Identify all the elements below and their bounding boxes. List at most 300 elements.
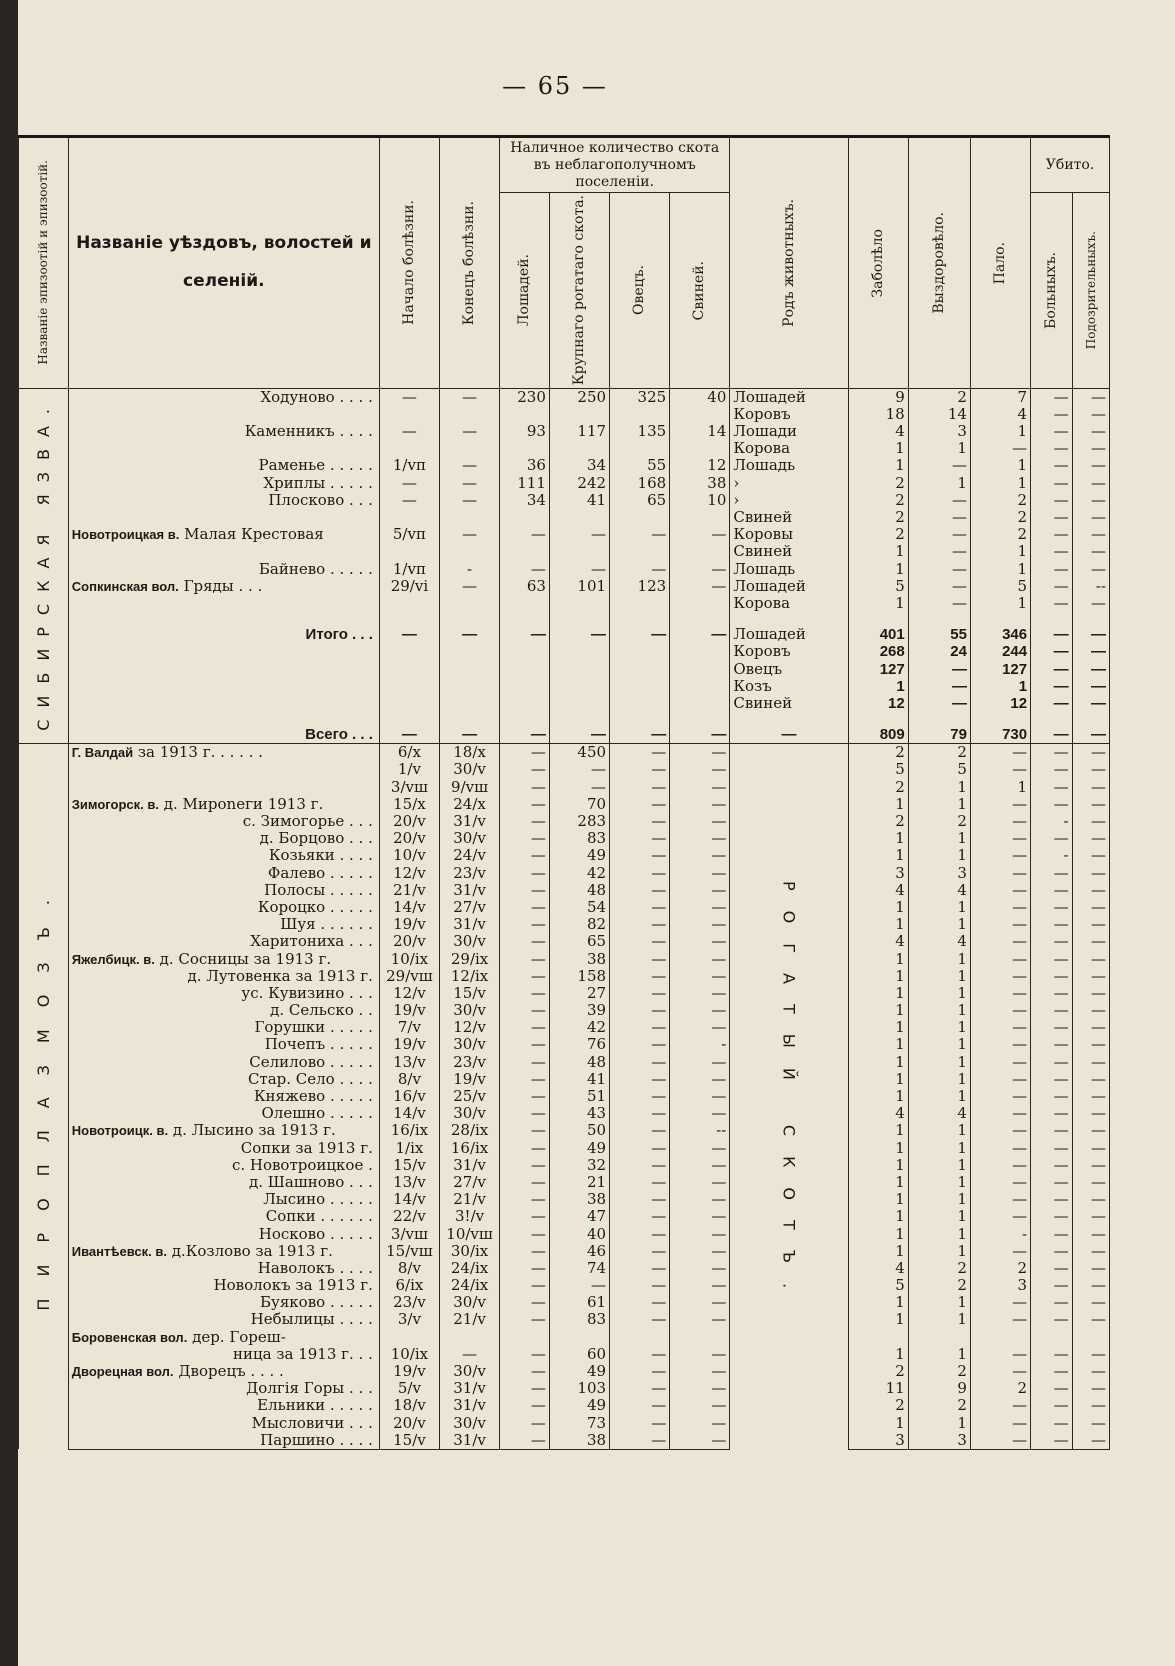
settlement-name: [68, 1036, 379, 1053]
horses-cell: 34: [500, 492, 550, 509]
start-cell: —: [379, 423, 439, 440]
killed-susp-cell: —: [1072, 726, 1109, 744]
fell-cell: —: [970, 847, 1030, 864]
horses-cell: —: [500, 1139, 550, 1156]
killed-sick-cell: —: [1031, 1105, 1072, 1122]
empty-cell: [379, 712, 439, 726]
end-cell: —: [440, 626, 500, 643]
killed-susp-cell: —: [1072, 1277, 1109, 1294]
pigs-cell: —: [670, 1139, 730, 1156]
table-row: [19, 899, 1110, 916]
sick-cell: 809: [848, 726, 908, 744]
settlement-name: [68, 475, 379, 492]
start-cell: 19/v: [379, 1363, 439, 1380]
fell-cell: —: [970, 1208, 1030, 1225]
fell-cell: —: [970, 1432, 1030, 1450]
sick-cell: 1: [848, 830, 908, 847]
sick-cell: 268: [848, 643, 908, 660]
pigs-cell: —: [670, 1432, 730, 1450]
end-cell: [440, 406, 500, 423]
start-cell: 3/v: [379, 1311, 439, 1328]
start-cell: [379, 695, 439, 712]
cattle-cell: 49: [549, 847, 609, 864]
sick-cell: [848, 1329, 908, 1346]
horses-cell: 36: [500, 457, 550, 474]
sick-cell: 2: [848, 1397, 908, 1414]
pigs-cell: —: [670, 1397, 730, 1414]
end-cell: —: [440, 492, 500, 509]
empty-cell: [670, 712, 730, 726]
cattle-cell: [549, 678, 609, 695]
pigs-cell: —: [670, 985, 730, 1002]
start-cell: 3/vш: [379, 1225, 439, 1242]
sick-cell: 4: [848, 1260, 908, 1277]
recovered-cell: —: [908, 578, 970, 595]
horses-cell: —: [500, 1019, 550, 1036]
killed-sick-cell: -: [1031, 813, 1072, 830]
killed-susp-cell: —: [1072, 1071, 1109, 1088]
sick-cell: 11: [848, 1380, 908, 1397]
sheep-cell: —: [610, 1088, 670, 1105]
horses-cell: 111: [500, 475, 550, 492]
killed-sick-cell: —: [1031, 660, 1072, 677]
place-name: Итого . . .: [305, 626, 373, 644]
cattle-cell: 73: [549, 1414, 609, 1431]
start-cell: 19/v: [379, 1002, 439, 1019]
sheep-cell: 325: [610, 388, 670, 406]
recovered-cell: 1: [908, 1002, 970, 1019]
pigs-cell: —: [670, 1002, 730, 1019]
cattle-cell: 74: [549, 1260, 609, 1277]
start-cell: 1/ix: [379, 1139, 439, 1156]
recovered-cell: 1: [908, 1071, 970, 1088]
sheep-cell: —: [610, 1036, 670, 1053]
epizootic-table: [18, 135, 1110, 1450]
sheep-cell: 65: [610, 492, 670, 509]
empty-cell: [610, 612, 670, 626]
end-cell: [440, 660, 500, 677]
end-cell: 31/v: [440, 1397, 500, 1414]
place-name: д. Мироnеги 1913 г.: [163, 795, 324, 813]
horses-cell: —: [500, 744, 550, 762]
settlement-name: [68, 440, 379, 457]
killed-susp-cell: —: [1072, 882, 1109, 899]
pigs-cell: —: [670, 560, 730, 577]
killed-susp-cell: —: [1072, 1002, 1109, 1019]
killed-susp-cell: —: [1072, 440, 1109, 457]
recovered-cell: 1: [908, 1243, 970, 1260]
pigs-cell: —: [670, 1191, 730, 1208]
sheep-cell: —: [610, 1432, 670, 1450]
recovered-cell: 1: [908, 1225, 970, 1242]
killed-sick-cell: —: [1031, 578, 1072, 595]
recovered-cell: 2: [908, 813, 970, 830]
place-name: за 1913 г. . . . . .: [137, 743, 264, 762]
killed-sick-cell: —: [1031, 1036, 1072, 1053]
table-row: [19, 543, 1110, 560]
table-row: [19, 1139, 1110, 1156]
start-cell: 15/vш: [379, 1243, 439, 1260]
killed-susp-cell: —: [1072, 406, 1109, 423]
place-name: ус. Кувизино . . .: [241, 984, 373, 1002]
fell-cell: 12: [970, 695, 1030, 712]
recovered-cell: 1: [908, 1122, 970, 1139]
fell-cell: —: [970, 1139, 1030, 1156]
settlement-name: [68, 560, 379, 577]
settlement-name: [68, 830, 379, 847]
pigs-cell: [670, 1329, 730, 1346]
settlement-name: [68, 388, 379, 406]
killed-sick-cell: —: [1031, 1277, 1072, 1294]
cattle-cell: 41: [549, 492, 609, 509]
recovered-cell: —: [908, 457, 970, 474]
pigs-cell: [670, 695, 730, 712]
sick-cell: 1: [848, 457, 908, 474]
place-name: ница за 1913 г. . .: [232, 1345, 373, 1363]
animal-kind-cell: Лошадей: [730, 626, 848, 643]
place-name: Хриплы . . . . .: [263, 474, 373, 492]
horses-cell: —: [500, 985, 550, 1002]
settlement-name: [68, 643, 379, 660]
recovered-cell: 1: [908, 1414, 970, 1431]
sheep-cell: —: [610, 1397, 670, 1414]
horses-cell: —: [500, 626, 550, 643]
killed-susp-cell: —: [1072, 1346, 1109, 1363]
killed-sick-cell: —: [1031, 1260, 1072, 1277]
animal-kind-cell: Лошади: [730, 423, 848, 440]
epizootic-label-anthrax: СИБИРСКАЯ ЯЗВА.: [19, 388, 69, 744]
sick-cell: 1: [848, 1071, 908, 1088]
pigs-cell: —: [670, 1174, 730, 1191]
recovered-cell: 2: [908, 388, 970, 406]
killed-sick-cell: —: [1031, 1311, 1072, 1328]
table-row: [19, 406, 1110, 423]
settlement-name: [68, 1225, 379, 1242]
horses-cell: —: [500, 882, 550, 899]
pigs-cell: —: [670, 830, 730, 847]
settlement-name: [68, 796, 379, 813]
fell-cell: —: [970, 761, 1030, 778]
end-cell: —: [440, 475, 500, 492]
recovered-cell: [908, 1329, 970, 1346]
fell-cell: —: [970, 968, 1030, 985]
cattle-cell: —: [549, 779, 609, 796]
pigs-cell: —: [670, 726, 730, 744]
recovered-cell: 5: [908, 761, 970, 778]
header-sick: Заболѣло: [848, 137, 908, 389]
sheep-cell: [610, 660, 670, 677]
killed-sick-cell: —: [1031, 626, 1072, 643]
sheep-cell: —: [610, 1157, 670, 1174]
end-cell: 24/ix: [440, 1260, 500, 1277]
place-name: Селилово . . . . .: [249, 1053, 373, 1071]
fell-cell: 127: [970, 660, 1030, 677]
place-name: Долгія Горы . . .: [246, 1380, 373, 1398]
start-cell: 18/v: [379, 1397, 439, 1414]
end-cell: —: [440, 526, 500, 543]
place-name: Гряды . . .: [183, 577, 263, 595]
end-cell: 30/v: [440, 933, 500, 950]
killed-sick-cell: —: [1031, 1139, 1072, 1156]
fell-cell: —: [970, 916, 1030, 933]
table-row: [19, 761, 1110, 778]
cattle-cell: 60: [549, 1346, 609, 1363]
killed-susp-cell: —: [1072, 1225, 1109, 1242]
recovered-cell: 2: [908, 1363, 970, 1380]
fell-cell: —: [970, 813, 1030, 830]
fell-cell: —: [970, 1174, 1030, 1191]
empty-cell: [500, 712, 550, 726]
recovered-cell: 4: [908, 1105, 970, 1122]
killed-susp-cell: —: [1072, 1036, 1109, 1053]
sheep-cell: —: [610, 726, 670, 744]
horses-cell: —: [500, 1277, 550, 1294]
cattle-cell: 158: [549, 968, 609, 985]
killed-sick-cell: —: [1031, 678, 1072, 695]
header-cattle: Крупнаго рогатаго скота.: [549, 193, 609, 388]
fell-cell: 7: [970, 388, 1030, 406]
killed-sick-cell: —: [1031, 492, 1072, 509]
cattle-cell: 42: [549, 1019, 609, 1036]
pigs-cell: —: [670, 950, 730, 967]
settlement-name: [68, 660, 379, 677]
table-row: [19, 1054, 1110, 1071]
sick-cell: 18: [848, 406, 908, 423]
killed-susp-cell: —: [1072, 1157, 1109, 1174]
sheep-cell: 55: [610, 457, 670, 474]
end-cell: 24/x: [440, 796, 500, 813]
fell-cell: 1: [970, 779, 1030, 796]
empty-cell: [670, 612, 730, 626]
killed-sick-cell: —: [1031, 643, 1072, 660]
settlement-name: [68, 779, 379, 796]
sheep-cell: —: [610, 1311, 670, 1328]
killed-sick-cell: —: [1031, 1294, 1072, 1311]
cattle-cell: 450: [549, 744, 609, 762]
pigs-cell: —: [670, 1260, 730, 1277]
killed-susp-cell: —: [1072, 847, 1109, 864]
killed-sick-cell: —: [1031, 1088, 1072, 1105]
start-cell: [379, 509, 439, 526]
pigs-cell: —: [670, 779, 730, 796]
horses-cell: [500, 660, 550, 677]
sick-cell: 1: [848, 1122, 908, 1139]
killed-sick-cell: —: [1031, 779, 1072, 796]
fell-cell: —: [970, 1036, 1030, 1053]
pigs-cell: —: [670, 626, 730, 643]
settlement-name: [68, 626, 379, 643]
sheep-cell: [610, 695, 670, 712]
total-row: [19, 678, 1110, 695]
place-name: Фалево . . . . .: [267, 864, 373, 882]
settlement-name: [68, 847, 379, 864]
killed-susp-cell: —: [1072, 388, 1109, 406]
table-row: [19, 744, 1110, 762]
fell-cell: —: [970, 440, 1030, 457]
killed-sick-cell: —: [1031, 475, 1072, 492]
fell-cell: —: [970, 1191, 1030, 1208]
end-cell: —: [440, 726, 500, 744]
table-row: [19, 388, 1110, 406]
end-cell: 30/ix: [440, 1243, 500, 1260]
start-cell: 14/v: [379, 899, 439, 916]
killed-sick-cell: —: [1031, 1071, 1072, 1088]
start-cell: 23/v: [379, 1294, 439, 1311]
place-name: Носково . . . . .: [258, 1225, 373, 1243]
start-cell: 8/v: [379, 1071, 439, 1088]
end-cell: 30/v: [440, 1363, 500, 1380]
animal-kind-cell: Свиней: [730, 509, 848, 526]
killed-susp-cell: —: [1072, 864, 1109, 881]
fell-cell: —: [970, 1243, 1030, 1260]
killed-sick-cell: —: [1031, 1174, 1072, 1191]
killed-susp-cell: —: [1072, 543, 1109, 560]
table-row: [19, 1260, 1110, 1277]
end-cell: 31/v: [440, 813, 500, 830]
pigs-cell: —: [670, 1294, 730, 1311]
killed-susp-cell: —: [1072, 660, 1109, 677]
place-name: Буяково . . . . .: [259, 1294, 373, 1312]
cattle-cell: [549, 695, 609, 712]
place-name: Горушки . . . . .: [254, 1019, 373, 1037]
table-row: [19, 475, 1110, 492]
start-cell: 20/v: [379, 813, 439, 830]
recovered-cell: 2: [908, 744, 970, 762]
cattle-cell: 48: [549, 882, 609, 899]
animal-kind-cell: ›: [730, 475, 848, 492]
cattle-cell: —: [549, 726, 609, 744]
place-name: Полосы . . . . .: [264, 881, 373, 899]
empty-cell: [500, 612, 550, 626]
start-cell: 1/vп: [379, 457, 439, 474]
start-cell: 5/vп: [379, 526, 439, 543]
pigs-cell: —: [670, 1414, 730, 1431]
sick-cell: 1: [848, 916, 908, 933]
settlement-name: [68, 1294, 379, 1311]
killed-sick-cell: —: [1031, 1122, 1072, 1139]
sheep-cell: 168: [610, 475, 670, 492]
end-cell: 31/v: [440, 882, 500, 899]
animal-kind-merged-cell: РОГАТЫЙ СКОТЪ.: [730, 744, 848, 1450]
table-row: [19, 813, 1110, 830]
sheep-cell: —: [610, 1346, 670, 1363]
killed-susp-cell: —: [1072, 916, 1109, 933]
cattle-cell: 40: [549, 1225, 609, 1242]
cattle-cell: [549, 543, 609, 560]
sheep-cell: —: [610, 830, 670, 847]
animal-kind-cell: Лошадь: [730, 560, 848, 577]
table-row: [19, 1191, 1110, 1208]
sheep-cell: —: [610, 744, 670, 762]
horses-cell: —: [500, 1157, 550, 1174]
killed-sick-cell: —: [1031, 968, 1072, 985]
pigs-cell: —: [670, 1088, 730, 1105]
killed-sick-cell: —: [1031, 1363, 1072, 1380]
sick-cell: 2: [848, 779, 908, 796]
end-cell: 30/v: [440, 1002, 500, 1019]
recovered-cell: 3: [908, 864, 970, 881]
fell-cell: —: [970, 864, 1030, 881]
empty-cell: [848, 712, 908, 726]
sheep-cell: [610, 406, 670, 423]
fell-cell: 1: [970, 475, 1030, 492]
header-end: Конецъ болѣзни.: [440, 137, 500, 389]
start-cell: 12/v: [379, 985, 439, 1002]
killed-susp-cell: —: [1072, 1191, 1109, 1208]
killed-sick-cell: [1031, 1329, 1072, 1346]
sick-cell: 2: [848, 744, 908, 762]
horses-cell: —: [500, 1122, 550, 1139]
killed-susp-cell: —: [1072, 899, 1109, 916]
sheep-cell: [610, 678, 670, 695]
header-killed: Убито.: [1031, 137, 1110, 193]
recovered-cell: 1: [908, 1294, 970, 1311]
killed-susp-cell: —: [1072, 1260, 1109, 1277]
end-cell: [440, 440, 500, 457]
settlement-name: [68, 1432, 379, 1450]
killed-sick-cell: —: [1031, 695, 1072, 712]
horses-cell: [500, 595, 550, 612]
place-name: Ельники . . . . .: [257, 1397, 373, 1415]
sick-cell: 1: [848, 595, 908, 612]
table-row: [19, 933, 1110, 950]
recovered-cell: 1: [908, 847, 970, 864]
sick-cell: 1: [848, 1019, 908, 1036]
table-row: [19, 1329, 1110, 1346]
recovered-cell: 1: [908, 985, 970, 1002]
settlement-name: [68, 578, 379, 595]
settlement-name: [68, 678, 379, 695]
settlement-name: [68, 899, 379, 916]
header-fell: Пало.: [970, 137, 1030, 389]
recovered-cell: 4: [908, 882, 970, 899]
pigs-cell: [670, 660, 730, 677]
cattle-cell: 48: [549, 1054, 609, 1071]
sick-cell: 1: [848, 968, 908, 985]
recovered-cell: 2: [908, 1277, 970, 1294]
pigs-cell: —: [670, 1243, 730, 1260]
sheep-cell: —: [610, 1208, 670, 1225]
end-cell: -: [440, 560, 500, 577]
cattle-cell: 283: [549, 813, 609, 830]
killed-sick-cell: —: [1031, 1243, 1072, 1260]
table-row: [19, 1225, 1110, 1242]
sheep-cell: —: [610, 1071, 670, 1088]
end-cell: —: [440, 388, 500, 406]
sick-cell: 4: [848, 882, 908, 899]
sheep-cell: —: [610, 796, 670, 813]
end-cell: 23/v: [440, 864, 500, 881]
fell-cell: —: [970, 1071, 1030, 1088]
sick-cell: 1: [848, 1346, 908, 1363]
empty-cell: [970, 612, 1030, 626]
sheep-cell: —: [610, 1380, 670, 1397]
killed-susp-cell: —: [1072, 475, 1109, 492]
sick-cell: 1: [848, 1243, 908, 1260]
killed-sick-cell: —: [1031, 457, 1072, 474]
place-name: Новолокъ за 1913 г.: [213, 1276, 373, 1295]
settlement-name: [68, 595, 379, 612]
killed-sick-cell: —: [1031, 388, 1072, 406]
cattle-cell: [549, 440, 609, 457]
horses-cell: [500, 695, 550, 712]
sheep-cell: —: [610, 899, 670, 916]
place-name: д. Сосницы за 1913 г.: [159, 950, 332, 968]
recovered-cell: 9: [908, 1380, 970, 1397]
page-number: — 65 —: [502, 72, 608, 100]
sheep-cell: —: [610, 968, 670, 985]
start-cell: 3/vш: [379, 779, 439, 796]
